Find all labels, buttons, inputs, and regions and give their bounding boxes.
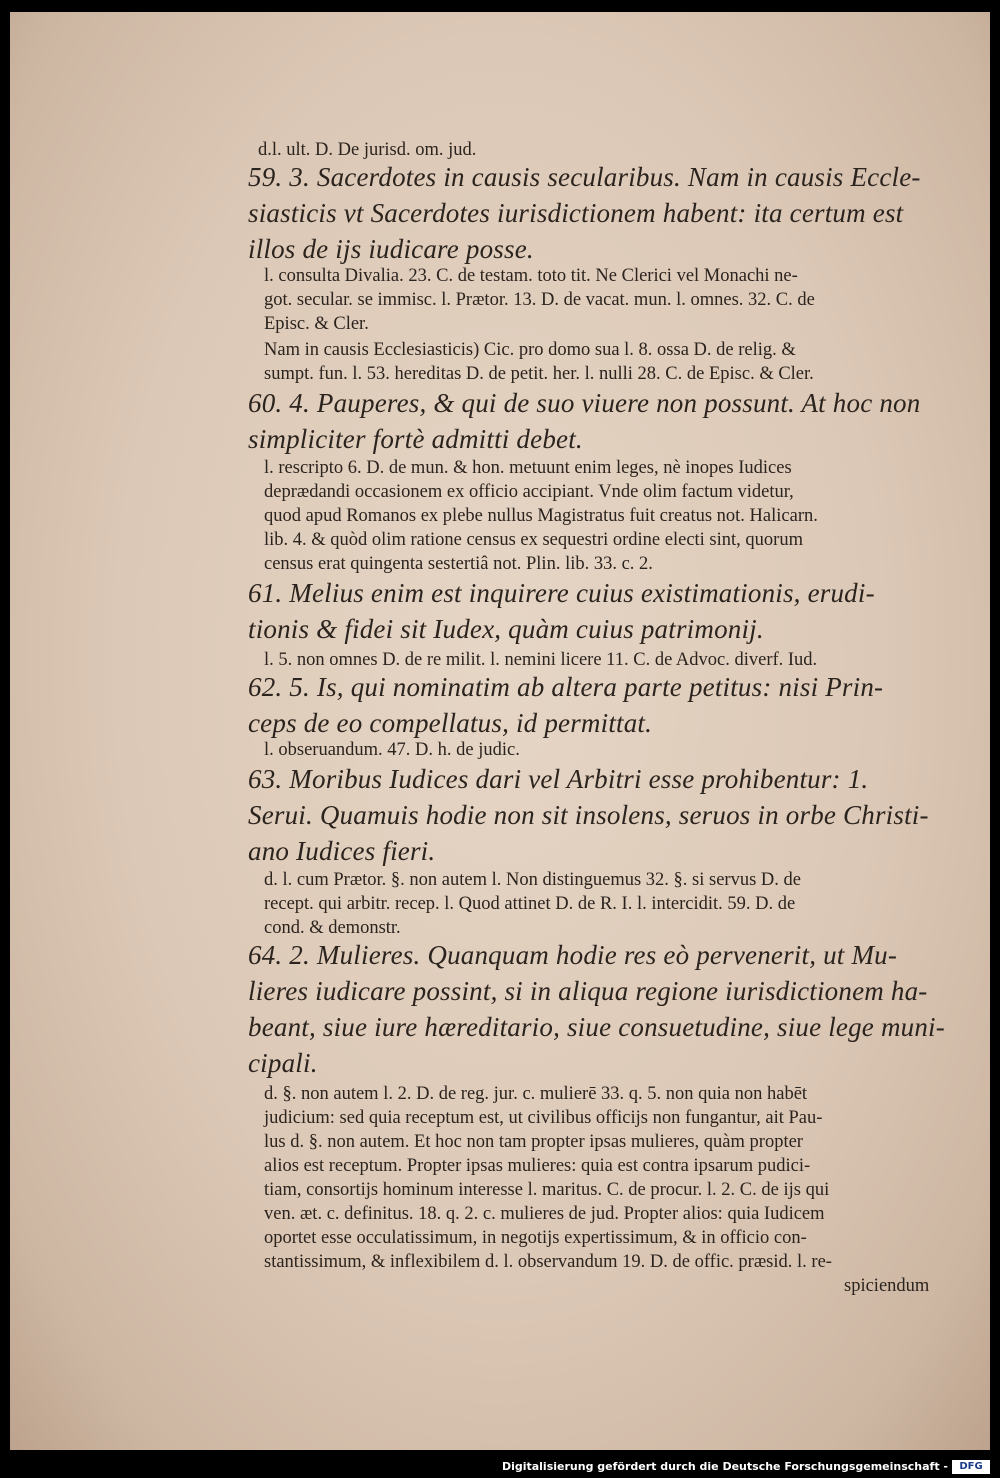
document-page [10, 12, 990, 1450]
text-line: l. rescripto 6. D. de mun. & hon. metuunt enim leges, nè inopes Iudices [264, 458, 792, 478]
text-line: beant, siue iure hæreditario, siue consuetudine, siue lege muni- [248, 1012, 945, 1042]
text-line: stantissimum, & inflexibilem d. l. observandum 19. D. de offic. præsid. l. re- [264, 1252, 832, 1272]
text-line: illos de ijs iudicare posse. [248, 234, 534, 264]
footer-bar [0, 1458, 1000, 1478]
text-line: got. secular. se immisc. l. Prætor. 13. D. de vacat. mun. l. omnes. 32. C. de [264, 290, 815, 310]
text-line: recept. qui arbitr. recep. l. Quod attinet D. de R. I. l. intercidit. 59. D. de [264, 894, 796, 914]
text-line: d. §. non autem l. 2. D. de reg. jur. c. mulierē 33. q. 5. non quia non habēt [264, 1084, 808, 1104]
text-line: lib. 4. & quòd olim ratione census ex sequestri ordine electi sint, quorum [264, 530, 803, 550]
text-line: cipali. [248, 1048, 318, 1078]
funding-notice: Digitalisierung gefördert durch die Deutsche Forschungsgemeinschaft - [501, 1460, 948, 1473]
text-line: Serui. Quamuis hodie non sit insolens, seruos in orbe Christi- [248, 800, 929, 830]
text-line: quod apud Romanos ex plebe nullus Magistratus fuit creatus not. Halicarn. [264, 506, 818, 526]
text-line: deprædandi occasionem ex officio accipiant. Vnde olim factum videtur, [264, 482, 794, 502]
text-line: Nam in causis Ecclesiasticis) Cic. pro domo sua l. 8. ossa D. de relig. & [264, 340, 796, 360]
text-line: census erat quingenta sestertiâ not. Plin. lib. 33. c. 2. [264, 554, 653, 574]
text-line: 62. 5. Is, qui nominatim ab altera parte petitus: nisi Prin- [248, 672, 884, 702]
text-line: tionis & fidei sit Iudex, quàm cuius patrimonij. [248, 614, 764, 644]
text-line: alios est receptum. Propter ipsas mulieres: quia est contra ipsarum pudici- [264, 1156, 811, 1176]
text-line: d.l. ult. D. De jurisd. om. jud. [258, 140, 477, 160]
text-line: tiam, consortijs hominum interesse l. maritus. C. de procur. l. 2. C. de ijs qui [264, 1180, 830, 1200]
text-line: 64. 2. Mulieres. Quanquam hodie res eò pervenerit, ut Mu- [248, 940, 898, 970]
text-line: judicium: sed quia receptum est, ut civilibus officijs non fungantur, ait Pau- [264, 1108, 823, 1128]
text-line: l. consulta Divalia. 23. C. de testam. toto tit. Ne Clerici vel Monachi ne- [264, 266, 798, 286]
text-line: lieres iudicare possint, si in aliqua regione iurisdictionem ha- [248, 976, 928, 1006]
text-line: l. obseruandum. 47. D. h. de judic. [264, 740, 520, 760]
text-line: lus d. §. non autem. Et hoc non tam propter ipsas mulieres, quàm propter [264, 1132, 803, 1152]
text-line: simpliciter fortè admitti debet. [248, 424, 583, 454]
text-line: ceps de eo compellatus, id permittat. [248, 708, 653, 738]
catchword: spiciendum [844, 1276, 930, 1296]
text-line: Episc. & Cler. [264, 314, 369, 334]
text-line: sumpt. fun. l. 53. hereditas D. de petit. her. l. nulli 28. C. de Episc. & Cler. [264, 364, 814, 384]
text-line: cond. & demonstr. [264, 918, 401, 938]
text-line: l. 5. non omnes D. de re milit. l. nemini licere 11. C. de Advoc. diverf. Iud. [264, 650, 818, 670]
text-line: 63. Moribus Iudices dari vel Arbitri esse prohibentur: 1. [248, 764, 869, 794]
text-line: 61. Melius enim est inquirere cuius existimationis, erudi- [248, 578, 875, 608]
text-line: ano Iudices fieri. [248, 836, 436, 866]
text-line: oportet esse occulatissimum, in negotijs expertissimum, & in officio con- [264, 1228, 807, 1248]
text-line: d. l. cum Prætor. §. non autem l. Non distinguemus 32. §. si servus D. de [264, 870, 801, 890]
text-line: siasticis vt Sacerdotes iurisdictionem habent: ita certum est [248, 198, 904, 228]
text-line: 60. 4. Pauperes, & qui de suo viuere non possunt. At hoc non [248, 388, 921, 418]
text-line: 59. 3. Sacerdotes in causis secularibus. Nam in causis Eccle- [248, 162, 921, 192]
dfg-logo: DFG [952, 1460, 990, 1474]
text-line: ven. æt. c. definitus. 18. q. 2. c. mulieres de jud. Propter alios: quia Iudicem [264, 1204, 825, 1224]
